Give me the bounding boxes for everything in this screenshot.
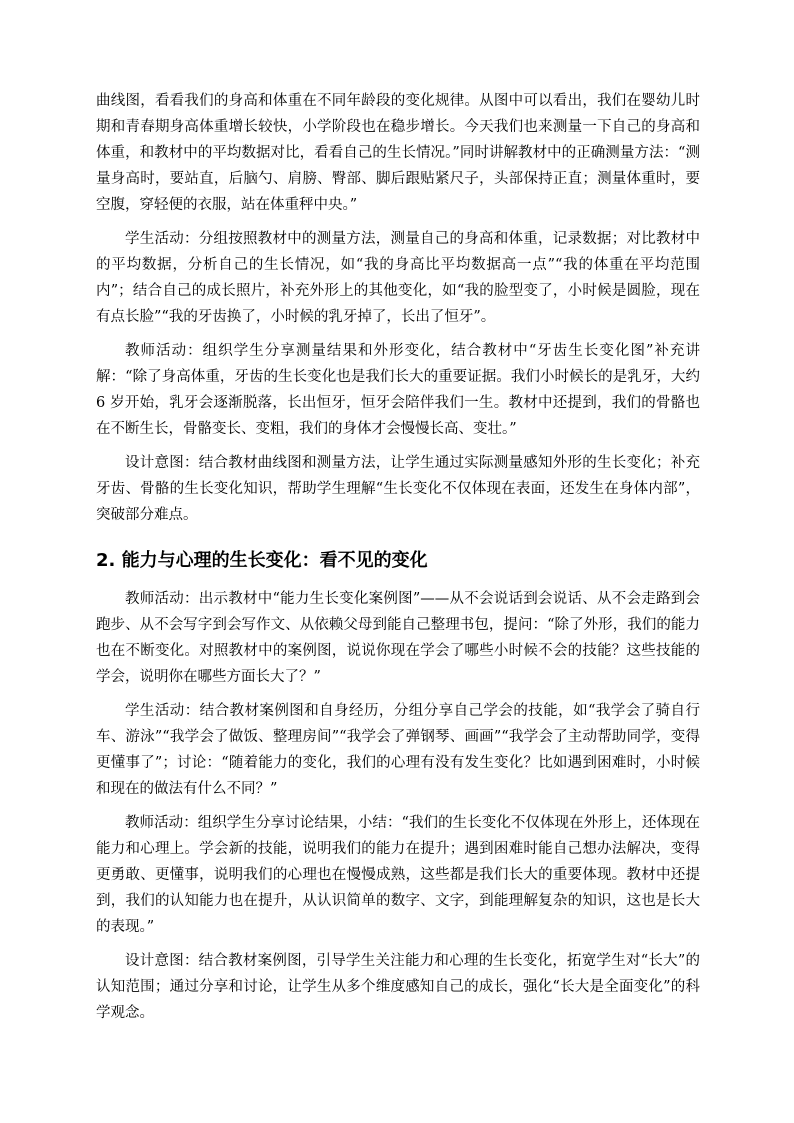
- paragraph-teacher-activity: 教师活动：组织学生分享讨论结果，小结：“我们的生长变化不仅体现在外形上，还体现在能力和心理上。学会新的技能，说明我们的能力在提升；遇到困难时能自己想办法解决，变得更勇敢、更懂事，说明我们的心理也在慢慢成熟，这些都是我们长大的重要体现。教材中还提到，我们的认知能力也在提升，从认识简单的数字、文字，到能理解复杂的知识，这也是长大的表现。”: [96, 815, 700, 935]
- section-heading: 2. 能力与心理的生长变化：看不见的变化: [96, 550, 428, 571]
- paragraph-design-intent: 设计意图：结合教材曲线图和测量方法，让学生通过实际测量感知外形的生长变化；补充牙齿、骨骼的生长变化知识，帮助学生理解“生长变化不仅体现在表面，还发生在身体内部”，突破部分难点。: [96, 455, 700, 523]
- paragraph-student-activity: 学生活动：结合教材案例图和自身经历，分组分享自己学会的技能，如“我学会了骑自行车、游泳”“我学会了做饭、整理房间”“我学会了弹钢琴、画画”“我学会了主动帮助同学，变得更懂事了”；讨论：“随着能力的变化，我们的心理有没有发生变化？比如遇到困难时，小时候和现在的做法有什么不同？”: [96, 703, 700, 797]
- document-page: [96, 88, 700, 1034]
- paragraph-teacher-activity: 教师活动：出示教材中“能力生长变化案例图”——从不会说话到会说话、从不会走路到会跑步、从不会写字到会写作文、从依赖父母到能自己整理书包，提问：“除了外形，我们的能力也在不断变化。对照教材中的案例图，说说你现在学会了哪些小时候不会的技能？这些技能的学会，说明你在哪些方面长大了？”: [96, 591, 700, 685]
- paragraph-design-intent: 设计意图：结合教材案例图，引导学生关注能力和心理的生长变化，拓宽学生对“长大”的认知范围；通过分享和讨论，让学生从多个维度感知自己的成长，强化“长大是全面变化”的科学观念。: [96, 953, 700, 1021]
- paragraph-student-activity: 学生活动：分组按照教材中的测量方法，测量自己的身高和体重，记录数据；对比教材中的平均数据，分析自己的生长情况，如“我的身高比平均数据高一点”“我的体重在平均范围内”；结合自己的成长照片，补充外形上的其他变化，如“我的脸型变了，小时候是圆脸，现在有点长脸”“我的牙齿换了，小时候的乳牙掉了，长出了恒牙”。: [96, 231, 700, 325]
- paragraph-teacher-activity: 教师活动：组织学生分享测量结果和外形变化，结合教材中“牙齿生长变化图”补充讲解：“除了身高体重，牙齿的生长变化也是我们长大的重要证据。我们小时候长的是乳牙，大约 6 岁开始，乳牙会逐渐脱落，长出恒牙，恒牙会陪伴我们一生。教材中还提到，我们的骨骼也在不断生长，骨骼变长、变粗，我们的身体才会慢慢长高、变壮。”: [96, 343, 700, 437]
- paragraph-continuation: 曲线图，看看我们的身高和体重在不同年龄段的变化规律。从图中可以看出，我们在婴幼儿时期和青春期身高体重增长较快，小学阶段也在稳步增长。今天我们也来测量一下自己的身高和体重，和教材中的平均数据对比，看看自己的生长情况。”同时讲解教材中的正确测量方法：“测量身高时，要站直，后脑勺、肩膀、臀部、脚后跟贴紧尺子，头部保持正直；测量体重时，要空腹，穿轻便的衣服，站在体重秤中央。”: [96, 93, 700, 213]
